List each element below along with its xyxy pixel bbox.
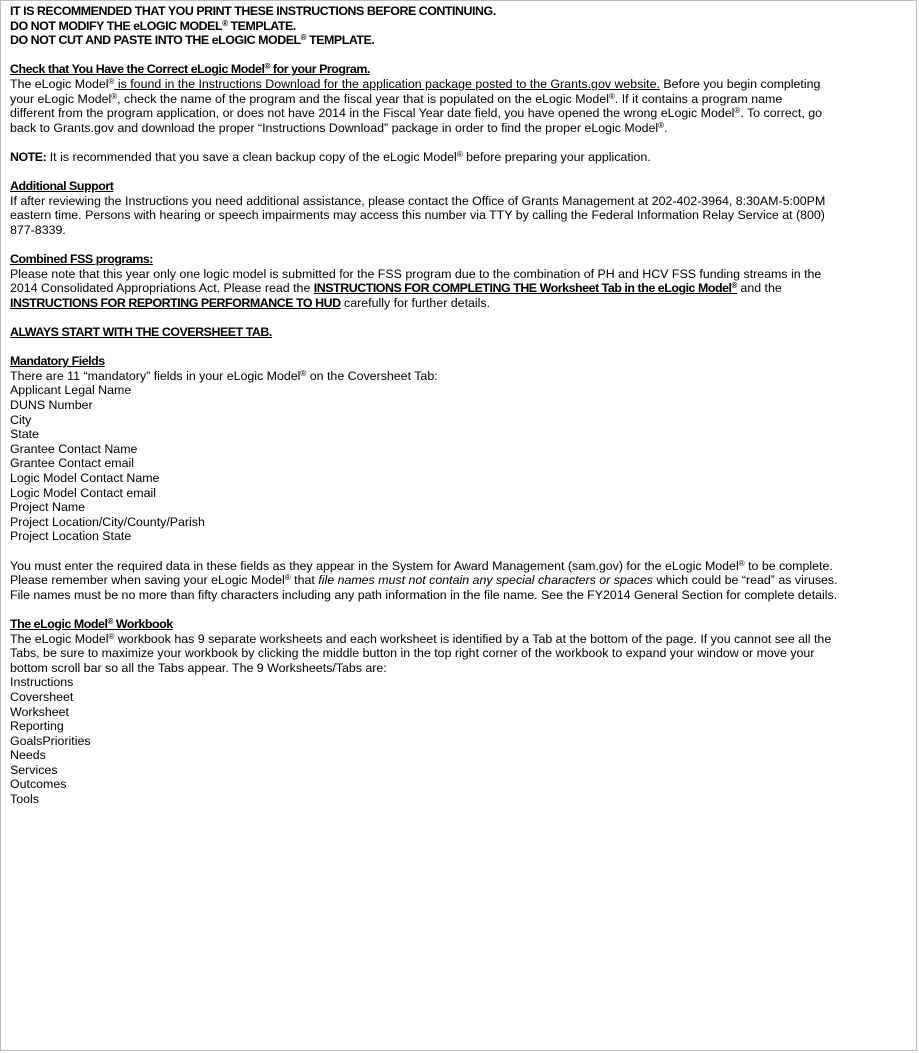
check-heading: Check that You Have the Correct eLogic Model® for your Program. <box>10 62 370 77</box>
sam-line-1: You must enter the required data in these fields as they appear in the System for Award Management (sam.gov) for the eLogic Model® to be complete. <box>10 558 833 573</box>
list-item: City <box>10 412 32 427</box>
list-item: Tools <box>10 792 39 807</box>
list-item: Reporting <box>10 719 64 734</box>
support-heading: Additional Support <box>10 179 114 194</box>
check-line-2: your eLogic Model®, check the name of the program and the fiscal year that is populated on the eLogic Model®. If it contains a program name <box>10 91 783 106</box>
note-label: NOTE: <box>10 149 47 164</box>
list-item: Outcomes <box>10 777 67 792</box>
check-line-4: back to Grants.gov and download the proper “Instructions Download” package in order to find the proper eLogic Model®. <box>10 120 668 135</box>
support-line-2: eastern time. Persons with hearing or speech impairments may access this number via TTY by calling the Federal Information Relay Service at (800) <box>10 208 825 223</box>
mandatory-field-list <box>10 383 910 544</box>
sam-line-2 <box>10 573 910 588</box>
fss-line-2-pre: 2014 Consolidated Appropriations Act. Please read the <box>10 281 314 296</box>
check-line-1-post: Before you begin completing <box>659 76 821 91</box>
fss-heading: Combined FSS programs: <box>10 252 153 267</box>
list-item: Applicant Legal Name <box>10 383 132 398</box>
mandatory-heading: Mandatory Fields <box>10 354 105 369</box>
instructions-content <box>10 4 910 807</box>
check-line-3: different from the program application, or does not have 2014 in the Fiscal Year date field, you have opened the wrong eLogic Model®. To correct, go <box>10 106 823 121</box>
list-item: DUNS Number <box>10 398 93 413</box>
support-line-3: 877-8339. <box>10 222 66 237</box>
sam-line-2-post: which could be “read” as viruses. <box>653 573 838 588</box>
list-item: Grantee Contact Name <box>10 441 138 456</box>
worksheet-instructions-reference: INSTRUCTIONS FOR COMPLETING THE Worksheet Tab in the eLogic Model® <box>313 281 737 296</box>
workbook-heading: The eLogic Model® Workbook <box>10 616 173 631</box>
list-item: Project Location/City/County/Parish <box>10 514 205 529</box>
mandatory-intro: There are 11 “mandatory” fields in your eLogic Model® on the Coversheet Tab: <box>10 368 438 383</box>
list-item: Project Name <box>10 500 86 515</box>
list-item: State <box>10 427 39 442</box>
worksheet-tab-list <box>10 675 910 806</box>
fss-line-1: Please note that this year only one logic model is submitted for the FSS program due to the combination of PH and HCV FSS funding streams in the <box>10 266 822 281</box>
workbook-line-1: The eLogic Model® workbook has 9 separate worksheets and each worksheet is identified by a Tab at the bottom of the page. If you cannot see all the <box>10 631 832 646</box>
workbook-line-3: bottom scroll bar so all the Tabs appear. The 9 Worksheets/Tabs are: <box>10 660 387 675</box>
list-item: Worksheet <box>10 704 69 719</box>
check-line-1-pre: The eLogic Model® <box>10 76 115 91</box>
sam-line-3: File names must be no more than fifty characters including any path information in the file name. See the FY2014 General Section for complete details. <box>10 587 838 602</box>
support-line-1: If after reviewing the Instructions you need additional assistance, please contact the Office of Grants Management at 202-402-3964, 8:30AM-5:00PM <box>10 193 826 208</box>
fss-line-3 <box>10 296 910 311</box>
list-item: Needs <box>10 748 46 763</box>
warning-cut-paste: DO NOT CUT AND PASTE INTO THE eLOGIC MODEL® TEMPLATE. <box>10 33 375 48</box>
check-line-1 <box>10 77 910 92</box>
list-item: Grantee Contact email <box>10 456 134 471</box>
file-name-warning: file names must not contain any special characters or spaces <box>318 573 653 588</box>
list-item: Project Location State <box>10 529 132 544</box>
list-item: Logic Model Contact Name <box>10 471 160 485</box>
list-item: GoalsPriorities <box>10 733 91 748</box>
warning-print: IT IS RECOMMENDED THAT YOU PRINT THESE INSTRUCTIONS BEFORE CONTINUING. <box>10 4 496 18</box>
note-text: It is recommended that you save a clean backup copy of the eLogic Model® before preparing your application. <box>46 149 651 164</box>
reporting-instructions-reference: INSTRUCTIONS FOR REPORTING PERFORMANCE TO HUD <box>10 295 341 310</box>
list-item: Logic Model Contact email <box>10 485 157 500</box>
list-item: Instructions <box>10 675 74 690</box>
note-paragraph <box>10 150 910 165</box>
fss-line-2 <box>10 281 910 296</box>
grants-gov-reference: is found in the Instructions Download for the application package posted to the Grants.gov website. <box>114 76 660 91</box>
warning-modify: DO NOT MODIFY THE eLOGIC MODEL® TEMPLATE. <box>10 18 296 33</box>
sam-line-2-pre: Please remember when saving your eLogic Model® that <box>10 573 319 588</box>
workbook-line-2: Tabs, be sure to maximize your workbook by clicking the middle button in the top right corner of the workbook to expand your window or move your <box>10 646 815 661</box>
fss-line-3-post: carefully for further details. <box>340 295 491 310</box>
always-start-heading: ALWAYS START WITH THE COVERSHEET TAB. <box>10 325 272 340</box>
list-item: Services <box>10 762 58 777</box>
fss-line-2-post: and the <box>736 281 782 296</box>
list-item: Coversheet <box>10 689 74 704</box>
